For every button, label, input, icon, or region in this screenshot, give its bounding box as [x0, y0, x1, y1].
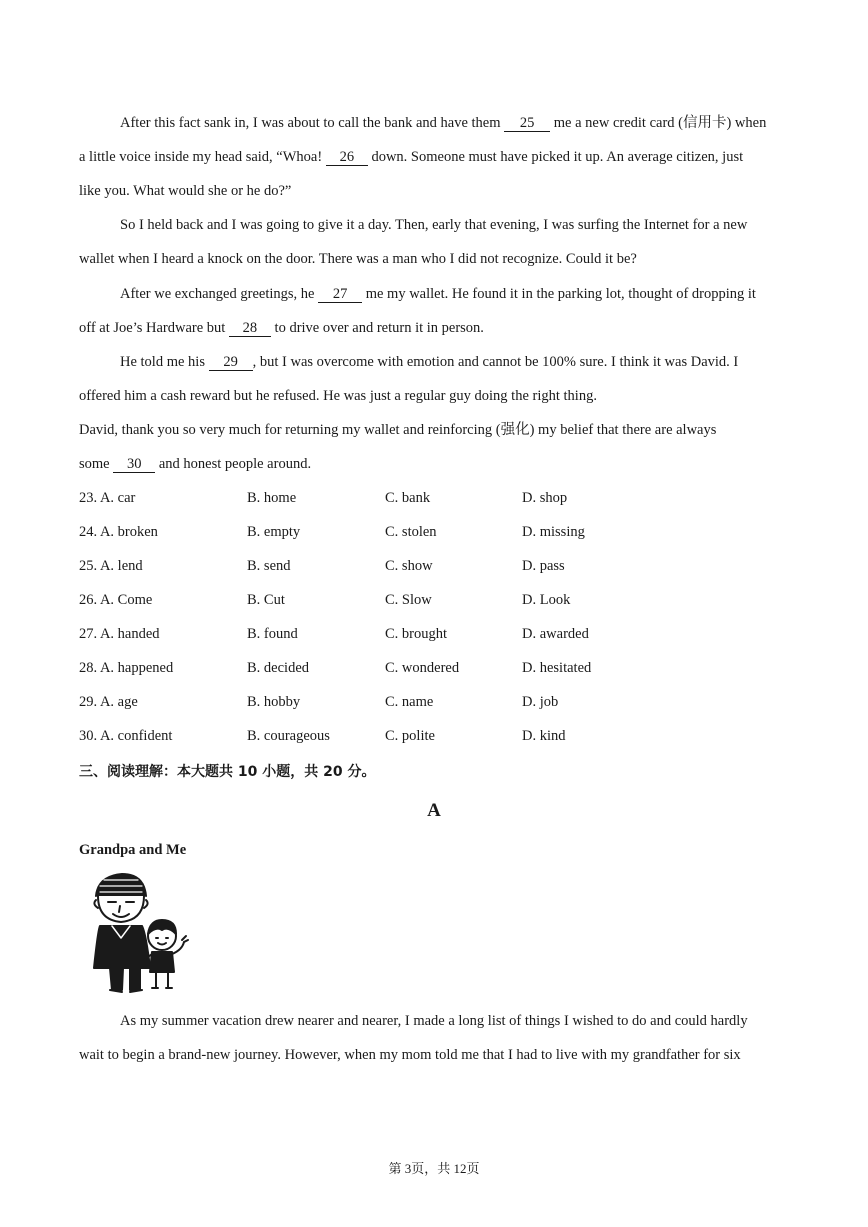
passage-line: David, thank you so very much for returning my wallet and reinforcing (强化) my belief that there are always: [79, 422, 717, 438]
blank-28: 28: [229, 320, 271, 337]
blank-30: 30: [113, 456, 155, 473]
passage-line: [120, 284, 756, 304]
passage-line: So I held back and I was going to give it a day. Then, early that evening, I was surfing the Internet for a new: [120, 217, 748, 233]
passage-text: , but I was overcome with emotion and cannot be 100% sure. I think it was David. I: [252, 354, 739, 370]
blank-26: 26: [326, 149, 368, 166]
option-c: C. brought: [385, 626, 448, 642]
option-c: C. stolen: [385, 524, 437, 540]
story-line: As my summer vacation drew nearer and nearer, I made a long list of things I wished to do and could hardly: [120, 1013, 748, 1029]
option-a: 28. A. happened: [79, 660, 174, 676]
option-d: D. hesitated: [522, 660, 592, 676]
grandpa-and-child-illustration: [86, 868, 194, 996]
part-letter: A: [427, 800, 441, 821]
option-b: B. found: [247, 626, 298, 642]
section-heading: 三、阅读理解：本大题共 10 小题，共 20 分。: [79, 764, 376, 780]
passage-line: wallet when I heard a knock on the door. There was a man who I did not recognize. Could it be?: [79, 251, 637, 267]
option-a: 23. A. car: [79, 490, 136, 506]
option-a: 26. A. Come: [79, 592, 153, 608]
passage-text: down. Someone must have picked it up. An average citizen, just: [367, 149, 744, 165]
passage-text: a little voice inside my head said, “Whoa!: [79, 149, 326, 165]
option-d: D. kind: [522, 728, 566, 744]
option-d: D. job: [522, 694, 559, 710]
option-b: B. decided: [247, 660, 310, 676]
option-d: D. pass: [522, 558, 565, 574]
option-b: B. empty: [247, 524, 301, 540]
option-c: C. show: [385, 558, 433, 574]
passage-line: like you. What would she or he do?”: [79, 183, 292, 199]
option-c: C. wondered: [385, 660, 460, 676]
option-c: C. name: [385, 694, 434, 710]
passage-text: off at Joe’s Hardware but: [79, 320, 229, 336]
option-b: B. send: [247, 558, 291, 574]
passage-line: offered him a cash reward but he refused. He was just a regular guy doing the right thing.: [79, 388, 597, 404]
story-line: wait to begin a brand-new journey. However, when my mom told me that I had to live with my grandfather for six: [79, 1047, 741, 1063]
passage-text: me a new credit card (信用卡) when: [550, 115, 767, 131]
option-a: 24. A. broken: [79, 524, 158, 540]
passage-text: to drive over and return it in person.: [270, 320, 484, 336]
option-a: 30. A. confident: [79, 728, 173, 744]
option-c: C. polite: [385, 728, 435, 744]
option-a: 29. A. age: [79, 694, 138, 710]
passage-text: After this fact sank in, I was about to call the bank and have them: [120, 115, 505, 131]
option-d: D. awarded: [522, 626, 589, 642]
option-a: 27. A. handed: [79, 626, 160, 642]
option-d: D. Look: [522, 592, 571, 608]
story-title: Grandpa and Me: [79, 842, 187, 858]
option-d: D. missing: [522, 524, 585, 540]
passage-line: [79, 318, 484, 338]
passage-text: After we exchanged greetings, he: [120, 286, 319, 302]
passage-line: [79, 454, 311, 474]
option-d: D. shop: [522, 490, 568, 506]
blank-27: 27: [318, 286, 362, 303]
passage-text: some: [79, 456, 114, 472]
passage-line: [120, 352, 738, 372]
option-b: B. courageous: [247, 728, 330, 744]
option-b: B. home: [247, 490, 297, 506]
option-b: B. Cut: [247, 592, 285, 608]
option-a: 25. A. lend: [79, 558, 143, 574]
passage-text: and honest people around.: [155, 456, 312, 472]
option-c: C. bank: [385, 490, 431, 506]
passage-line: [120, 113, 766, 133]
passage-text: He told me his: [120, 354, 209, 370]
option-b: B. hobby: [247, 694, 301, 710]
blank-25: 25: [504, 115, 550, 132]
option-c: C. Slow: [385, 592, 432, 608]
passage-line: [79, 147, 743, 167]
blank-29: 29: [209, 354, 253, 371]
passage-text: me my wallet. He found it in the parking lot, thought of dropping it: [362, 286, 756, 302]
page-footer: 第 3页，共 12页: [388, 1161, 480, 1176]
